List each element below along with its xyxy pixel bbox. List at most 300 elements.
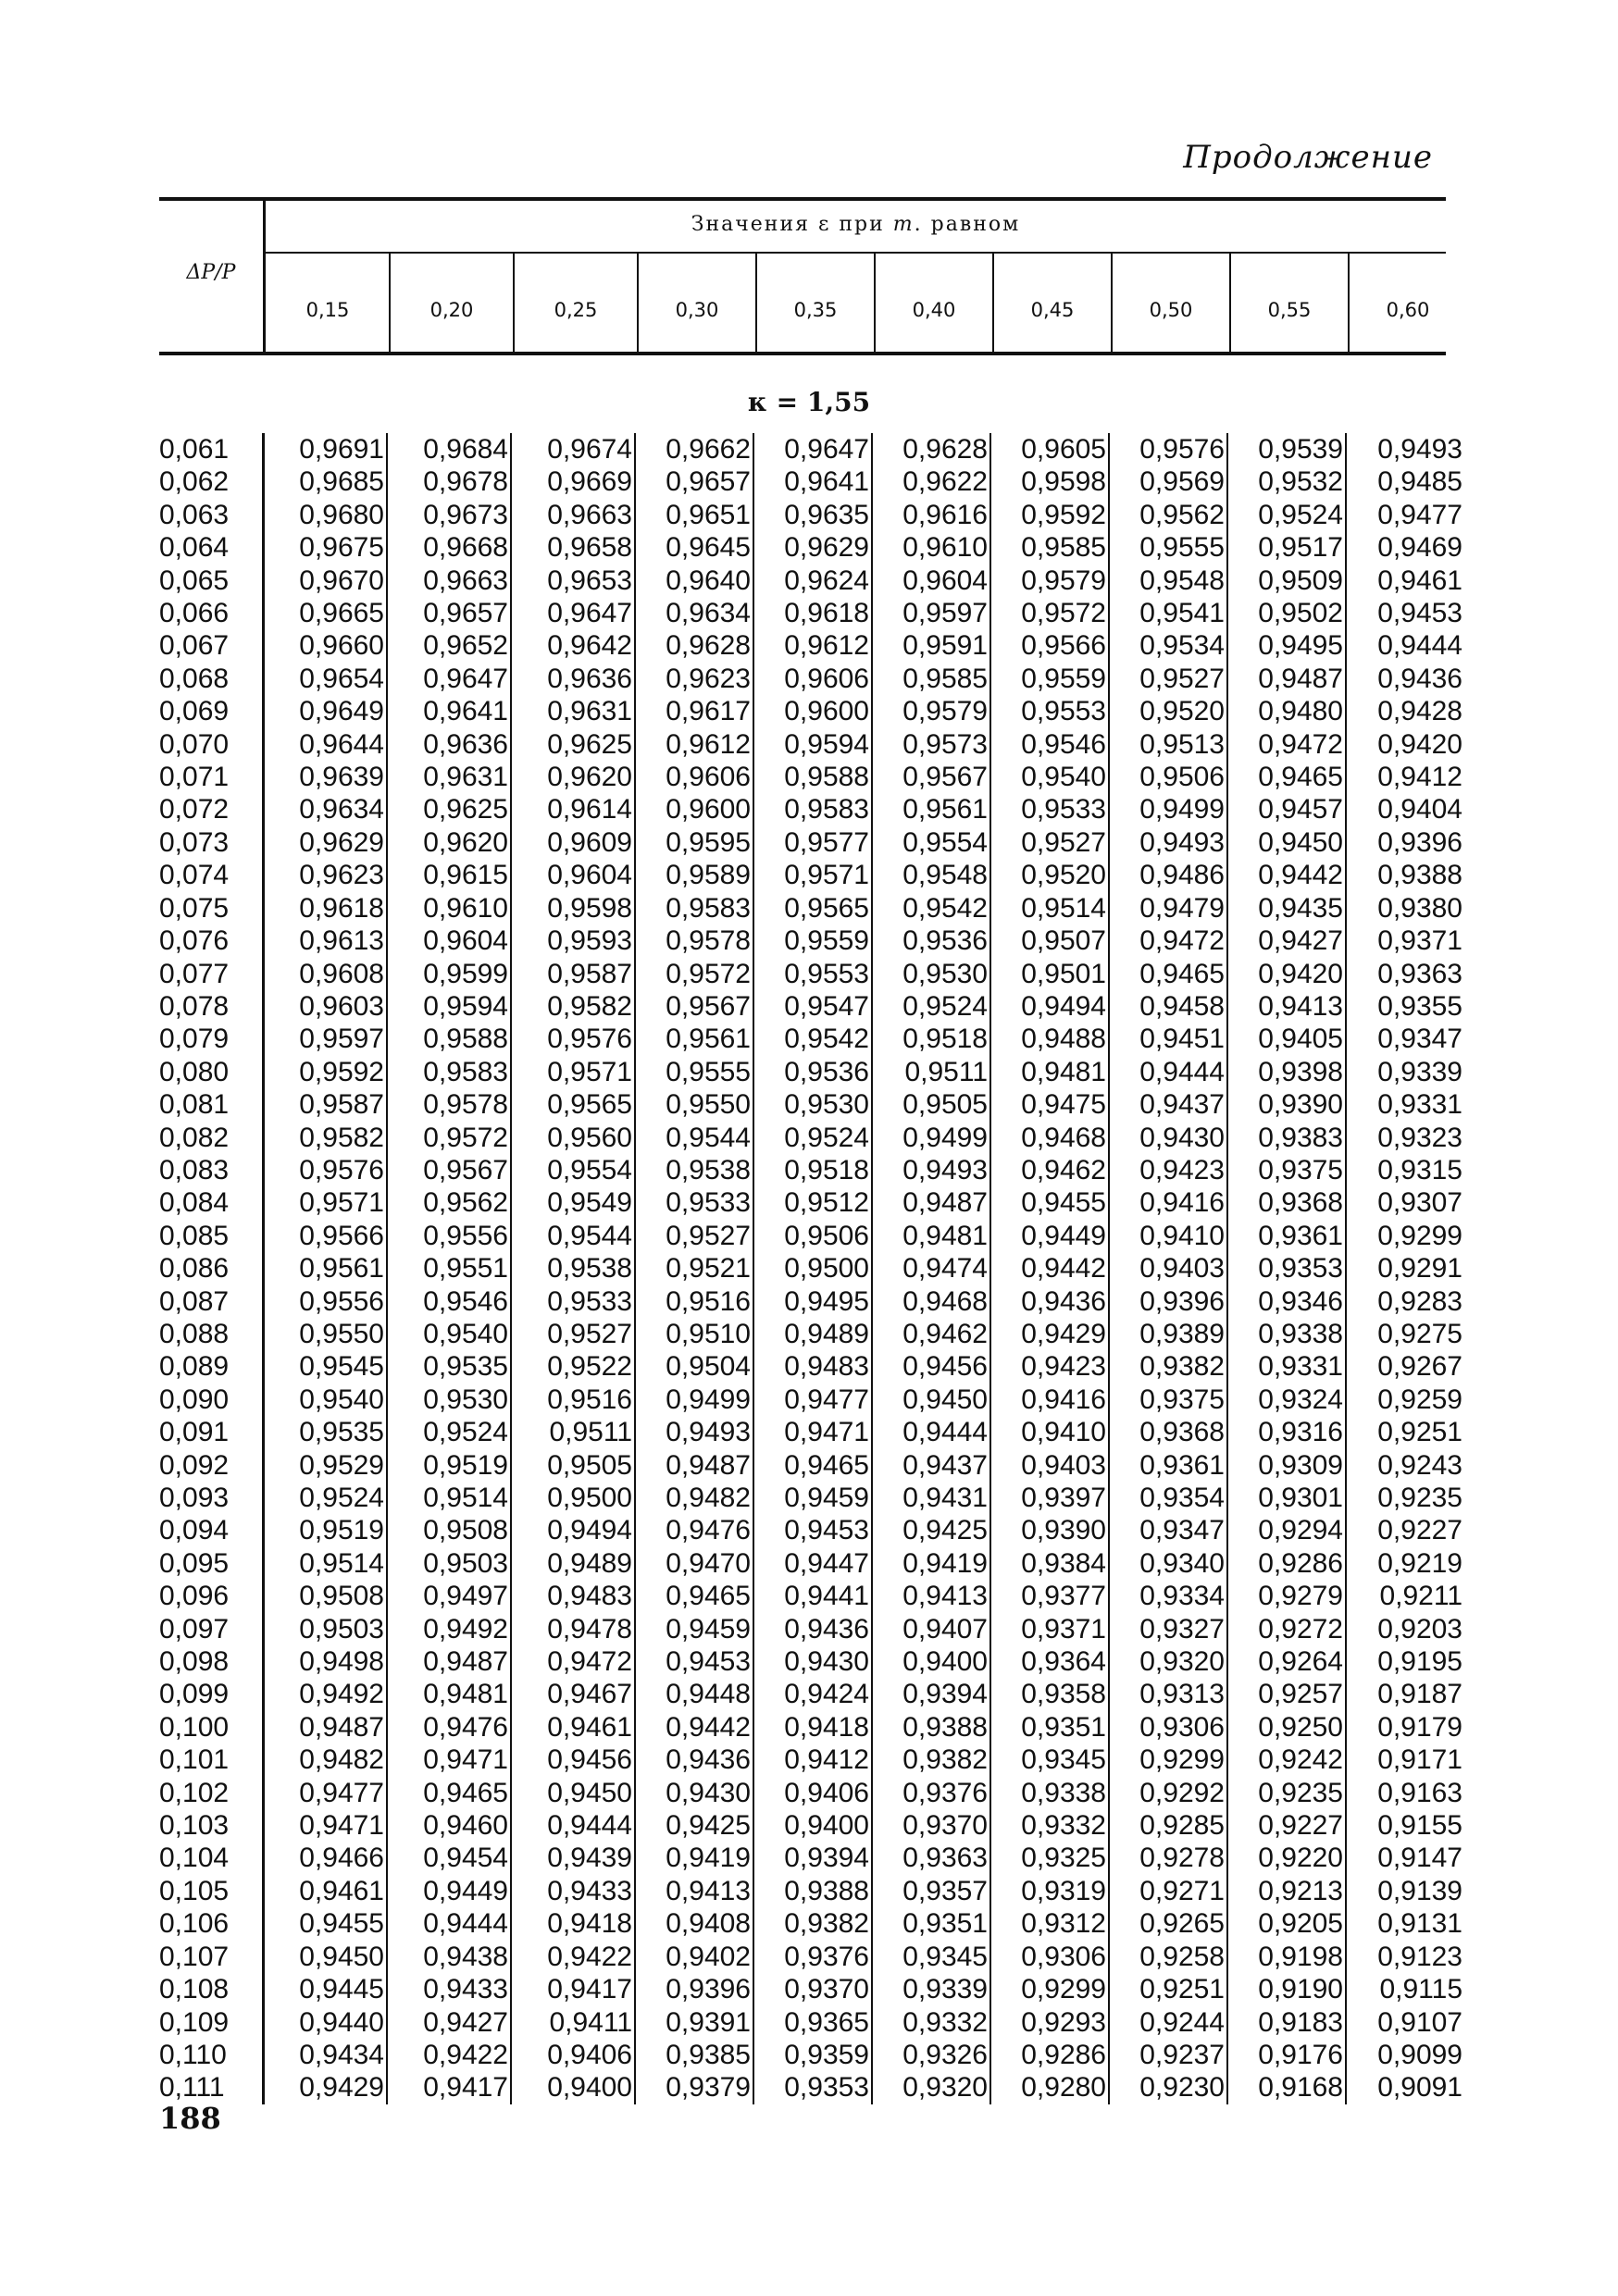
epsilon-value-cell: 0,9361 <box>1109 1449 1227 1482</box>
epsilon-value-cell: 0,9291 <box>1346 1252 1464 1285</box>
table-row <box>159 1613 1464 1645</box>
epsilon-value-cell: 0,9450 <box>263 1941 387 1973</box>
epsilon-value-cell: 0,9691 <box>263 433 387 465</box>
epsilon-value-cell: 0,9589 <box>635 859 753 891</box>
epsilon-value-cell: 0,9359 <box>753 2039 872 2071</box>
m-value-header: 0,45 <box>1030 299 1075 321</box>
epsilon-value-cell: 0,9597 <box>872 597 990 629</box>
epsilon-value-cell: 0,9450 <box>872 1384 990 1416</box>
epsilon-value-cell: 0,9361 <box>1227 1220 1346 1252</box>
epsilon-value-cell: 0,9436 <box>635 1744 753 1776</box>
epsilon-value-cell: 0,9593 <box>511 925 635 957</box>
epsilon-value-cell: 0,9571 <box>753 859 872 891</box>
epsilon-value-cell: 0,9412 <box>1346 761 1464 793</box>
table-row <box>159 629 1464 662</box>
epsilon-value-cell: 0,9483 <box>753 1350 872 1383</box>
epsilon-value-cell: 0,9155 <box>1346 1809 1464 1842</box>
epsilon-value-cell: 0,9500 <box>753 1252 872 1285</box>
epsilon-value-cell: 0,9594 <box>753 728 872 761</box>
epsilon-value-cell: 0,9403 <box>990 1449 1109 1482</box>
epsilon-value-cell: 0,9576 <box>511 1023 635 1055</box>
epsilon-value-cell: 0,9402 <box>635 1941 753 1973</box>
epsilon-value-cell: 0,9227 <box>1346 1514 1464 1546</box>
epsilon-value-cell: 0,9368 <box>1227 1186 1346 1219</box>
epsilon-value-cell: 0,9436 <box>753 1613 872 1645</box>
table-row <box>159 1777 1464 1809</box>
epsilon-value-cell: 0,9572 <box>635 958 753 990</box>
epsilon-value-cell: 0,9456 <box>872 1350 990 1383</box>
epsilon-value-cell: 0,9685 <box>263 465 387 498</box>
m-value-header: 0,15 <box>305 299 350 321</box>
epsilon-value-cell: 0,9316 <box>1227 1416 1346 1448</box>
m-value-header: 0,35 <box>793 299 838 321</box>
epsilon-value-cell: 0,9481 <box>387 1678 511 1710</box>
epsilon-value-cell: 0,9492 <box>387 1613 511 1645</box>
pressure-ratio-cell: 0,061 <box>159 434 230 465</box>
epsilon-value-cell: 0,9418 <box>753 1711 872 1744</box>
epsilon-value-cell: 0,9613 <box>263 925 387 957</box>
epsilon-value-cell: 0,9243 <box>1346 1449 1464 1482</box>
epsilon-value-cell: 0,9198 <box>1227 1941 1346 1973</box>
epsilon-value-cell: 0,9529 <box>263 1449 387 1482</box>
epsilon-value-cell: 0,9465 <box>387 1777 511 1809</box>
table-row <box>159 1122 1464 1154</box>
epsilon-value-cell: 0,9299 <box>1346 1220 1464 1252</box>
pressure-ratio-cell: 0,063 <box>159 499 230 530</box>
epsilon-value-cell: 0,9615 <box>387 859 511 891</box>
epsilon-value-cell: 0,9508 <box>263 1580 387 1612</box>
epsilon-value-cell: 0,9431 <box>872 1482 990 1514</box>
pressure-ratio-cell: 0,073 <box>159 826 230 858</box>
epsilon-value-cell: 0,9535 <box>263 1416 387 1448</box>
table-row <box>159 433 1464 465</box>
epsilon-value-cell: 0,9541 <box>1109 597 1227 629</box>
epsilon-value-cell: 0,9307 <box>1346 1186 1464 1219</box>
epsilon-value-cell: 0,9487 <box>872 1186 990 1219</box>
table-row <box>159 1580 1464 1612</box>
epsilon-value-cell: 0,9139 <box>1346 1875 1464 1907</box>
epsilon-value-cell: 0,9476 <box>387 1711 511 1744</box>
pressure-ratio-cell: 0,070 <box>159 728 230 760</box>
epsilon-value-cell: 0,9403 <box>1109 1252 1227 1285</box>
epsilon-value-cell: 0,9477 <box>263 1777 387 1809</box>
epsilon-value-cell: 0,9171 <box>1346 1744 1464 1776</box>
epsilon-value-cell: 0,9518 <box>872 1023 990 1055</box>
epsilon-value-cell: 0,9547 <box>753 990 872 1023</box>
epsilon-value-cell: 0,9503 <box>263 1613 387 1645</box>
epsilon-value-cell: 0,9453 <box>1346 597 1464 629</box>
epsilon-value-cell: 0,9306 <box>1109 1711 1227 1744</box>
epsilon-value-cell: 0,9482 <box>263 1744 387 1776</box>
epsilon-value-cell: 0,9514 <box>990 892 1109 925</box>
epsilon-value-cell: 0,9407 <box>872 1613 990 1645</box>
epsilon-value-cell: 0,9345 <box>872 1941 990 1973</box>
epsilon-value-cell: 0,9516 <box>635 1285 753 1318</box>
epsilon-value-cell: 0,9468 <box>872 1285 990 1318</box>
pressure-ratio-cell: 0,090 <box>159 1384 230 1415</box>
epsilon-value-cell: 0,9544 <box>511 1220 635 1252</box>
epsilon-value-cell: 0,9187 <box>1346 1678 1464 1710</box>
epsilon-value-cell: 0,9345 <box>990 1744 1109 1776</box>
epsilon-value-cell: 0,9326 <box>872 2039 990 2071</box>
table-row <box>159 597 1464 629</box>
epsilon-value-cell: 0,9459 <box>753 1482 872 1514</box>
epsilon-value-cell: 0,9555 <box>635 1056 753 1088</box>
table-row <box>159 1318 1464 1350</box>
epsilon-value-cell: 0,9591 <box>872 629 990 662</box>
epsilon-value-cell: 0,9636 <box>511 663 635 695</box>
table-row <box>159 826 1464 859</box>
table-row <box>159 465 1464 498</box>
table-row <box>159 892 1464 925</box>
epsilon-value-cell: 0,9334 <box>1109 1580 1227 1612</box>
epsilon-value-cell: 0,9660 <box>263 629 387 662</box>
epsilon-value-cell: 0,9428 <box>1346 695 1464 727</box>
epsilon-value-cell: 0,9400 <box>872 1645 990 1678</box>
epsilon-value-cell: 0,9604 <box>511 859 635 891</box>
epsilon-value-cell: 0,9604 <box>872 565 990 597</box>
table-row <box>159 2071 1464 2104</box>
epsilon-value-cell: 0,9546 <box>990 728 1109 761</box>
table-row <box>159 1252 1464 1285</box>
epsilon-value-cell: 0,9427 <box>387 2006 511 2039</box>
epsilon-value-cell: 0,9230 <box>1109 2071 1227 2104</box>
epsilon-value-cell: 0,9480 <box>1227 695 1346 727</box>
epsilon-value-cell: 0,9461 <box>1346 565 1464 597</box>
pressure-ratio-cell: 0,062 <box>159 466 230 498</box>
epsilon-value-cell: 0,9455 <box>990 1186 1109 1219</box>
epsilon-value-cell: 0,9647 <box>511 597 635 629</box>
epsilon-value-cell: 0,9416 <box>1109 1186 1227 1219</box>
epsilon-value-cell: 0,9545 <box>263 1350 387 1383</box>
epsilon-value-cell: 0,9631 <box>387 761 511 793</box>
epsilon-value-cell: 0,9539 <box>1227 433 1346 465</box>
epsilon-value-cell: 0,9609 <box>511 826 635 859</box>
epsilon-value-cell: 0,9527 <box>1109 663 1227 695</box>
epsilon-value-cell: 0,9398 <box>1227 1056 1346 1088</box>
epsilon-value-cell: 0,9376 <box>872 1777 990 1809</box>
epsilon-value-cell: 0,9396 <box>1346 826 1464 859</box>
epsilon-value-cell: 0,9286 <box>990 2039 1109 2071</box>
epsilon-value-cell: 0,9389 <box>1109 1318 1227 1350</box>
epsilon-value-cell: 0,9331 <box>1346 1088 1464 1121</box>
epsilon-value-cell: 0,9498 <box>263 1645 387 1678</box>
epsilon-value-cell: 0,9439 <box>511 1842 635 1874</box>
epsilon-value-cell: 0,9478 <box>511 1613 635 1645</box>
epsilon-value-cell: 0,9419 <box>635 1842 753 1874</box>
epsilon-value-cell: 0,9598 <box>990 465 1109 498</box>
table-row <box>159 1744 1464 1776</box>
table-row <box>159 1056 1464 1088</box>
epsilon-value-cell: 0,9351 <box>990 1711 1109 1744</box>
epsilon-value-cell: 0,9461 <box>263 1875 387 1907</box>
epsilon-value-cell: 0,9442 <box>1227 859 1346 891</box>
pressure-ratio-cell: 0,102 <box>159 1777 230 1808</box>
epsilon-value-cell: 0,9540 <box>263 1384 387 1416</box>
epsilon-value-cell: 0,9597 <box>263 1023 387 1055</box>
pressure-ratio-cell: 0,068 <box>159 663 230 694</box>
table-row <box>159 1973 1464 2005</box>
epsilon-value-cell: 0,9524 <box>872 990 990 1023</box>
epsilon-value-cell: 0,9675 <box>263 531 387 564</box>
epsilon-value-cell: 0,9535 <box>387 1350 511 1383</box>
epsilon-value-cell: 0,9669 <box>511 465 635 498</box>
epsilon-value-cell: 0,9313 <box>1109 1678 1227 1710</box>
epsilon-value-cell: 0,9272 <box>1227 1613 1346 1645</box>
epsilon-value-cell: 0,9645 <box>635 531 753 564</box>
epsilon-value-cell: 0,9433 <box>387 1973 511 2005</box>
pressure-ratio-cell: 0,077 <box>159 958 230 989</box>
epsilon-value-cell: 0,9565 <box>511 1088 635 1121</box>
epsilon-value-cell: 0,9585 <box>990 531 1109 564</box>
epsilon-value-cell: 0,9205 <box>1227 1907 1346 1940</box>
epsilon-value-cell: 0,9663 <box>511 499 635 531</box>
epsilon-value-cell: 0,9538 <box>635 1154 753 1186</box>
table-row <box>159 1711 1464 1744</box>
table-row <box>159 1645 1464 1678</box>
epsilon-value-cell: 0,9551 <box>387 1252 511 1285</box>
pressure-ratio-cell: 0,083 <box>159 1154 230 1185</box>
epsilon-value-cell: 0,9556 <box>263 1285 387 1318</box>
epsilon-value-cell: 0,9600 <box>753 695 872 727</box>
epsilon-value-cell: 0,9494 <box>990 990 1109 1023</box>
pressure-ratio-cell: 0,088 <box>159 1318 230 1349</box>
epsilon-value-cell: 0,9524 <box>263 1482 387 1514</box>
table-row <box>159 1449 1464 1482</box>
epsilon-value-cell: 0,9583 <box>387 1056 511 1088</box>
epsilon-value-cell: 0,9561 <box>872 793 990 825</box>
epsilon-value-cell: 0,9437 <box>1109 1088 1227 1121</box>
pressure-ratio-cell: 0,067 <box>159 630 230 662</box>
group-title-suffix: . равном <box>914 213 1021 236</box>
epsilon-value-cell: 0,9315 <box>1346 1154 1464 1186</box>
epsilon-value-cell: 0,9405 <box>1227 1023 1346 1055</box>
epsilon-value-cell: 0,9251 <box>1109 1973 1227 2005</box>
epsilon-value-cell: 0,9244 <box>1109 2006 1227 2039</box>
epsilon-value-cell: 0,9499 <box>872 1122 990 1154</box>
epsilon-value-cell: 0,9483 <box>511 1580 635 1612</box>
epsilon-value-cell: 0,9176 <box>1227 2039 1346 2071</box>
epsilon-value-cell: 0,9299 <box>1109 1744 1227 1776</box>
epsilon-value-cell: 0,9445 <box>263 1973 387 2005</box>
pressure-ratio-cell: 0,085 <box>159 1220 230 1251</box>
pressure-ratio-cell: 0,074 <box>159 860 230 891</box>
m-value-header: 0,55 <box>1267 299 1312 321</box>
epsilon-value-cell: 0,9442 <box>635 1711 753 1744</box>
epsilon-value-cell: 0,9115 <box>1346 1973 1464 2005</box>
pressure-ratio-cell: 0,091 <box>159 1417 230 1448</box>
epsilon-value-cell: 0,9462 <box>872 1318 990 1350</box>
coefficient-table <box>159 433 1464 2104</box>
epsilon-value-cell: 0,9674 <box>511 433 635 465</box>
pressure-ratio-cell: 0,071 <box>159 762 230 793</box>
epsilon-value-cell: 0,9438 <box>387 1941 511 1973</box>
epsilon-value-cell: 0,9211 <box>1346 1580 1464 1612</box>
epsilon-value-cell: 0,9566 <box>990 629 1109 662</box>
epsilon-value-cell: 0,9497 <box>387 1580 511 1612</box>
epsilon-value-cell: 0,9639 <box>263 761 387 793</box>
epsilon-value-cell: 0,9521 <box>635 1252 753 1285</box>
epsilon-value-cell: 0,9598 <box>511 892 635 925</box>
page-number: 188 <box>159 2101 221 2136</box>
epsilon-value-cell: 0,9444 <box>387 1907 511 1940</box>
epsilon-value-cell: 0,9408 <box>635 1907 753 1940</box>
epsilon-value-cell: 0,9123 <box>1346 1941 1464 1973</box>
epsilon-value-cell: 0,9532 <box>1227 465 1346 498</box>
epsilon-value-cell: 0,9620 <box>387 826 511 859</box>
epsilon-value-cell: 0,9259 <box>1346 1384 1464 1416</box>
epsilon-value-cell: 0,9505 <box>872 1088 990 1121</box>
epsilon-value-cell: 0,9382 <box>872 1744 990 1776</box>
epsilon-value-cell: 0,9450 <box>511 1777 635 1809</box>
epsilon-value-cell: 0,9588 <box>753 761 872 793</box>
epsilon-value-cell: 0,9550 <box>635 1088 753 1121</box>
epsilon-value-cell: 0,9424 <box>753 1678 872 1710</box>
epsilon-value-cell: 0,9354 <box>1109 1482 1227 1514</box>
epsilon-value-cell: 0,9536 <box>872 925 990 957</box>
epsilon-value-cell: 0,9444 <box>511 1809 635 1842</box>
epsilon-value-cell: 0,9592 <box>263 1056 387 1088</box>
epsilon-value-cell: 0,9131 <box>1346 1907 1464 1940</box>
table-row <box>159 499 1464 531</box>
epsilon-value-cell: 0,9391 <box>635 2006 753 2039</box>
epsilon-value-cell: 0,9377 <box>990 1580 1109 1612</box>
pressure-ratio-cell: 0,075 <box>159 892 230 924</box>
epsilon-value-cell: 0,9467 <box>511 1678 635 1710</box>
epsilon-value-cell: 0,9524 <box>387 1416 511 1448</box>
epsilon-value-cell: 0,9385 <box>635 2039 753 2071</box>
epsilon-value-cell: 0,9514 <box>387 1482 511 1514</box>
epsilon-value-cell: 0,9447 <box>753 1547 872 1580</box>
epsilon-value-cell: 0,9606 <box>753 663 872 695</box>
epsilon-value-cell: 0,9499 <box>635 1384 753 1416</box>
epsilon-value-cell: 0,9471 <box>263 1809 387 1842</box>
epsilon-value-cell: 0,9433 <box>511 1875 635 1907</box>
epsilon-value-cell: 0,9495 <box>1227 629 1346 662</box>
epsilon-value-cell: 0,9420 <box>1346 728 1464 761</box>
epsilon-value-cell: 0,9495 <box>753 1285 872 1318</box>
table-row <box>159 1186 1464 1219</box>
epsilon-value-cell: 0,9488 <box>990 1023 1109 1055</box>
epsilon-value-cell: 0,9417 <box>511 1973 635 2005</box>
epsilon-value-cell: 0,9474 <box>872 1252 990 1285</box>
epsilon-value-cell: 0,9489 <box>511 1547 635 1580</box>
epsilon-value-cell: 0,9147 <box>1346 1842 1464 1874</box>
epsilon-value-cell: 0,9320 <box>1109 1645 1227 1678</box>
pressure-ratio-cell: 0,087 <box>159 1285 230 1317</box>
epsilon-value-cell: 0,9267 <box>1346 1350 1464 1383</box>
epsilon-value-cell: 0,9567 <box>872 761 990 793</box>
epsilon-value-cell: 0,9465 <box>635 1580 753 1612</box>
epsilon-value-cell: 0,9506 <box>753 1220 872 1252</box>
epsilon-value-cell: 0,9569 <box>1109 465 1227 498</box>
epsilon-value-cell: 0,9390 <box>1227 1088 1346 1121</box>
epsilon-value-cell: 0,9508 <box>387 1514 511 1546</box>
epsilon-value-cell: 0,9411 <box>511 2006 635 2039</box>
header-subgroup-rule <box>266 252 1446 254</box>
row-label-header: ΔP/P <box>186 261 236 284</box>
epsilon-value-cell: 0,9625 <box>387 793 511 825</box>
pressure-ratio-cell: 0,084 <box>159 1187 230 1219</box>
epsilon-value-cell: 0,9332 <box>872 2006 990 2039</box>
epsilon-value-cell: 0,9339 <box>1346 1056 1464 1088</box>
epsilon-value-cell: 0,9460 <box>387 1809 511 1842</box>
epsilon-value-cell: 0,9279 <box>1227 1580 1346 1612</box>
epsilon-value-cell: 0,9213 <box>1227 1875 1346 1907</box>
epsilon-value-cell: 0,9219 <box>1346 1547 1464 1580</box>
epsilon-value-cell: 0,9283 <box>1346 1285 1464 1318</box>
epsilon-value-cell: 0,9573 <box>872 728 990 761</box>
epsilon-value-cell: 0,9500 <box>511 1482 635 1514</box>
epsilon-value-cell: 0,9107 <box>1346 2006 1464 2039</box>
pressure-ratio-cell: 0,098 <box>159 1646 230 1678</box>
epsilon-value-cell: 0,9538 <box>511 1252 635 1285</box>
epsilon-value-cell: 0,9465 <box>1227 761 1346 793</box>
epsilon-value-cell: 0,9628 <box>635 629 753 662</box>
epsilon-value-cell: 0,9423 <box>1109 1154 1227 1186</box>
epsilon-value-cell: 0,9635 <box>753 499 872 531</box>
table-row <box>159 565 1464 597</box>
epsilon-value-cell: 0,9430 <box>1109 1122 1227 1154</box>
epsilon-value-cell: 0,9280 <box>990 2071 1109 2104</box>
pressure-ratio-cell: 0,105 <box>159 1875 230 1906</box>
table-row <box>159 1678 1464 1710</box>
epsilon-value-cell: 0,9457 <box>1227 793 1346 825</box>
epsilon-value-cell: 0,9624 <box>753 565 872 597</box>
epsilon-value-cell: 0,9416 <box>990 1384 1109 1416</box>
epsilon-value-cell: 0,9400 <box>753 1809 872 1842</box>
epsilon-value-cell: 0,9486 <box>1109 859 1227 891</box>
epsilon-value-cell: 0,9509 <box>1227 565 1346 597</box>
epsilon-value-cell: 0,9370 <box>872 1809 990 1842</box>
epsilon-value-cell: 0,9250 <box>1227 1711 1346 1744</box>
epsilon-value-cell: 0,9444 <box>1346 629 1464 662</box>
epsilon-value-cell: 0,9530 <box>387 1384 511 1416</box>
epsilon-value-cell: 0,9449 <box>387 1875 511 1907</box>
pressure-ratio-cell: 0,080 <box>159 1056 230 1087</box>
epsilon-value-cell: 0,9388 <box>753 1875 872 1907</box>
epsilon-value-cell: 0,9453 <box>635 1645 753 1678</box>
epsilon-value-cell: 0,9406 <box>753 1777 872 1809</box>
epsilon-value-cell: 0,9423 <box>990 1350 1109 1383</box>
epsilon-value-cell: 0,9634 <box>263 793 387 825</box>
epsilon-value-cell: 0,9554 <box>511 1154 635 1186</box>
epsilon-value-cell: 0,9567 <box>635 990 753 1023</box>
epsilon-value-cell: 0,9406 <box>511 2039 635 2071</box>
epsilon-value-cell: 0,9195 <box>1346 1645 1464 1678</box>
pressure-ratio-cell: 0,066 <box>159 598 230 629</box>
epsilon-value-cell: 0,9649 <box>263 695 387 727</box>
epsilon-value-cell: 0,9179 <box>1346 1711 1464 1744</box>
epsilon-value-cell: 0,9235 <box>1227 1777 1346 1809</box>
epsilon-value-cell: 0,9294 <box>1227 1514 1346 1546</box>
epsilon-value-cell: 0,9610 <box>387 892 511 925</box>
epsilon-value-cell: 0,9429 <box>990 1318 1109 1350</box>
epsilon-value-cell: 0,9678 <box>387 465 511 498</box>
epsilon-value-cell: 0,9275 <box>1346 1318 1464 1350</box>
epsilon-value-cell: 0,9610 <box>872 531 990 564</box>
epsilon-value-cell: 0,9673 <box>387 499 511 531</box>
epsilon-value-cell: 0,9471 <box>387 1744 511 1776</box>
epsilon-value-cell: 0,9466 <box>263 1842 387 1874</box>
epsilon-value-cell: 0,9657 <box>387 597 511 629</box>
epsilon-value-cell: 0,9472 <box>1109 925 1227 957</box>
epsilon-value-cell: 0,9577 <box>753 826 872 859</box>
epsilon-value-cell: 0,9519 <box>263 1514 387 1546</box>
table-row <box>159 793 1464 825</box>
epsilon-value-cell: 0,9425 <box>635 1809 753 1842</box>
epsilon-value-cell: 0,9237 <box>1109 2039 1227 2071</box>
